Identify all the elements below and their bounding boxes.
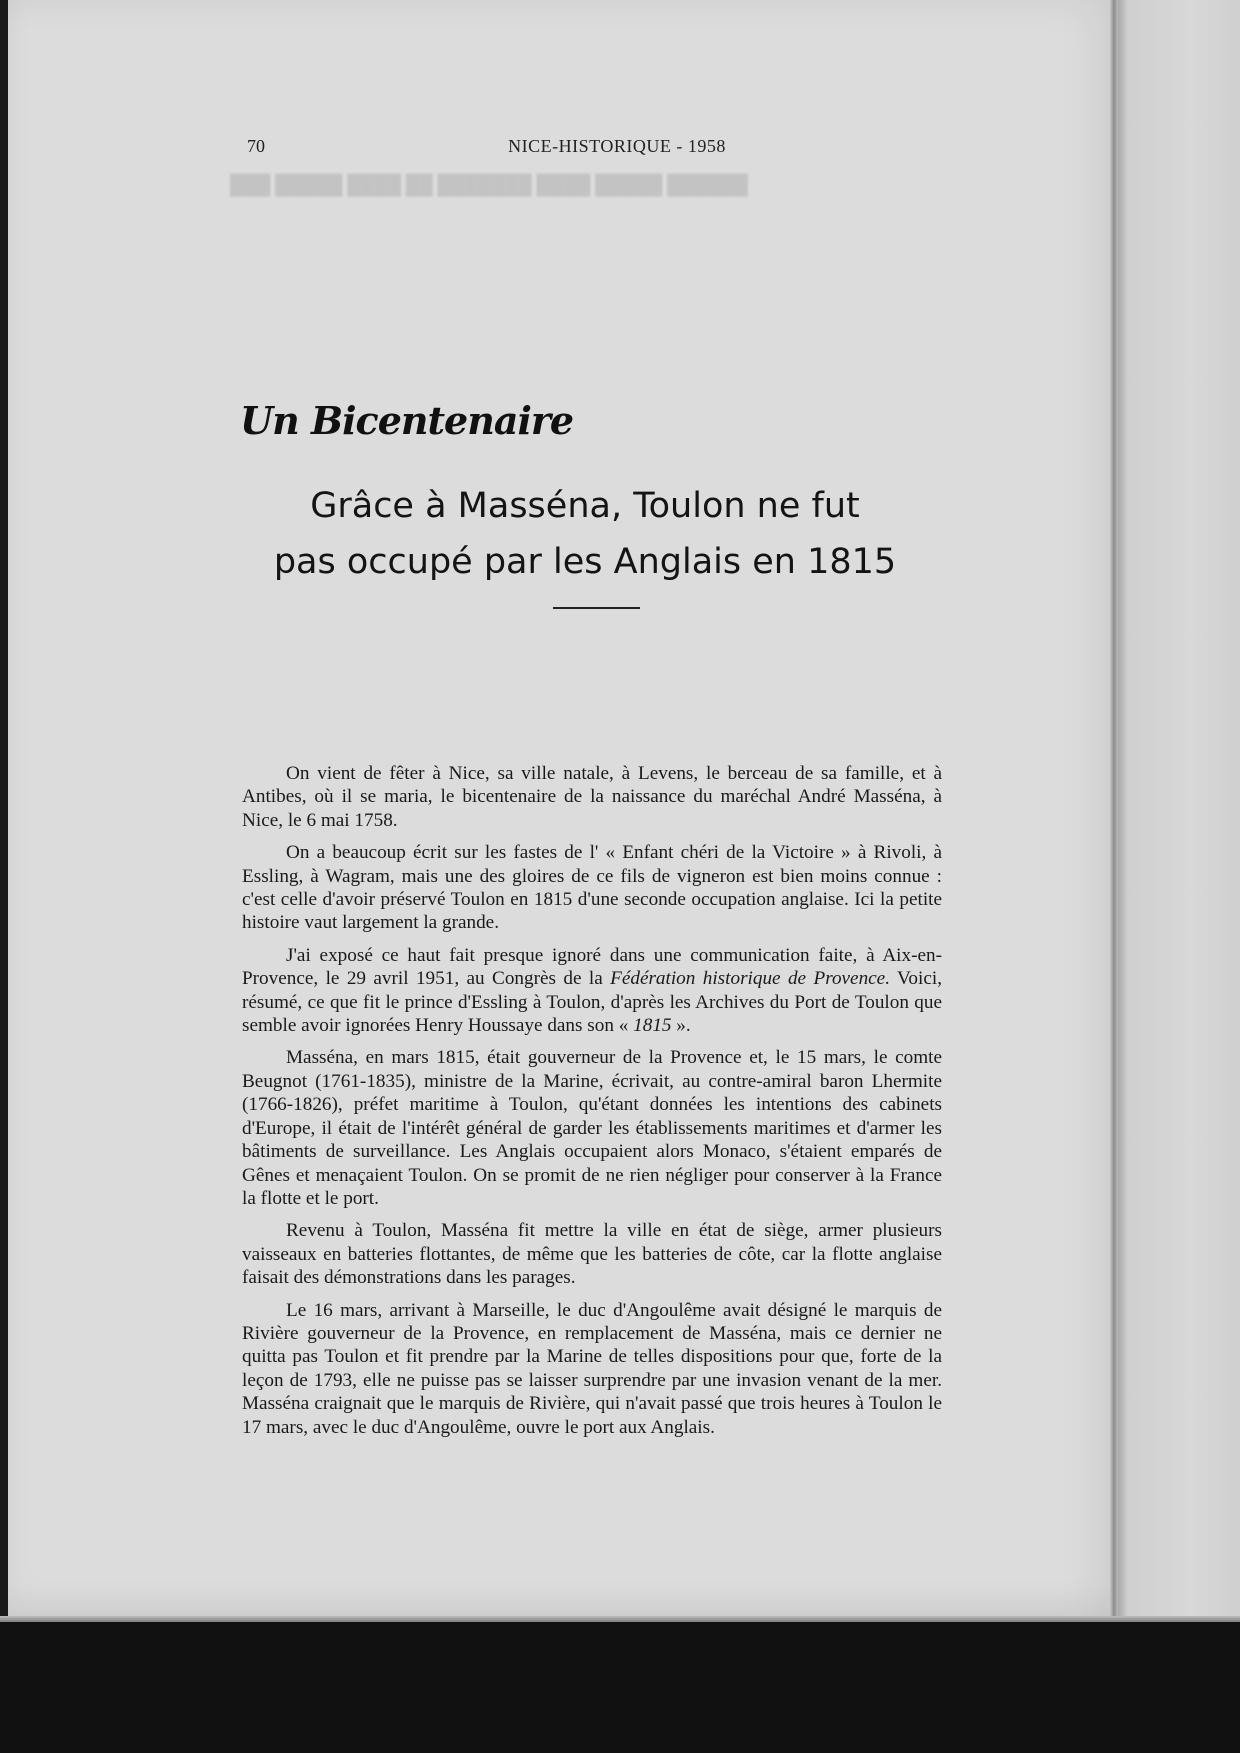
paragraph-6: Le 16 mars, arrivant à Marseille, le duc d'Angoulême avait désigné le marquis de Rivière gouverneur de la Provence, en remplacement de Masséna, mais ce dernier ne quitta pas Toulon et fit prendre par la Marine de telles dispositions pour que, forte de la leçon de 1793, elle ne puisse pas se laisser surprendre par une invasion venant de la mer. Masséna craignait que le marquis de Rivière, qui n'avait passé que trois heures à Toulon le 17 mars, avec le duc d'Angoulême, ouvre le port aux Anglais.: [242, 1299, 942, 1438]
paragraph-3-text-b: Voici, résumé, ce que fit le prince d'Essling à Toulon, d'après les Archives du Port de Toulon que semble avoir ignorées Henry Houssaye dans son «: [242, 968, 942, 1037]
page-number: 70: [247, 136, 265, 156]
paragraph-3: [242, 944, 942, 1038]
section-kicker: Un Bicentenaire: [240, 398, 574, 443]
running-header: [247, 136, 947, 160]
title-line-2: pas occupé par les Anglais en 1815: [273, 542, 897, 582]
paragraph-5: Revenu à Toulon, Masséna fit mettre la ville en état de siège, armer plusieurs vaisseaux en batteries flottantes, de même que les batteries de côte, car la flotte anglaise faisait des démonstrations dans les parages.: [242, 1220, 942, 1289]
paragraph-4: Masséna, en mars 1815, était gouverneur de la Provence et, le 15 mars, le comte Beugnot (1761-1835), ministre de la Marine, écrivait, au contre-amiral baron Lhermite (1766-1826), préfet maritime à Toulon, qu'étant données les intentions des cabinets d'Europe, il était de l'intérêt général de garder les établissements maritimes et d'armer les bâtiments de surveillance. Les Anglais occupaient alors Monaco, s'étaient emparés de Gênes et menaçaient Toulon. On se promit de ne rien négliger pour conserver à la France la flotte et le port.: [242, 1047, 942, 1209]
paragraph-3-text-c: ».: [671, 1015, 691, 1037]
article-body: [242, 762, 942, 1448]
title-line-1: Grâce à Masséna, Toulon ne fut: [310, 486, 860, 526]
scan-background: [0, 1622, 1240, 1753]
paragraph-3-italic-title: Fédération historique de Provence.: [610, 968, 890, 990]
title-divider: [553, 607, 640, 609]
next-page-edge: [1118, 0, 1240, 1625]
bleed-through-texture: ███ █████ ████ ██ ███████ ████ █████ ██████: [230, 175, 748, 196]
running-head-title: NICE-HISTORIQUE - 1958: [508, 136, 726, 156]
paragraph-1: On vient de fêter à Nice, sa ville natale, à Levens, le berceau de sa famille, et à Antibes, où il se maria, le bicentenaire de la naissance du maréchal André Masséna, à Nice, le 6 mai 1758.: [242, 763, 942, 831]
article-title: [250, 478, 920, 590]
paragraph-3-text-a: J'ai exposé ce haut fait presque ignoré dans une communication faite, à Aix-en-Provence, le 29 avril 1951, au Congrès de la: [242, 944, 942, 990]
paragraph-3-italic-book: 1815: [633, 1015, 672, 1037]
page-gutter: [1110, 0, 1118, 1625]
paragraph-2: On a beaucoup écrit sur les fastes de l' « Enfant chéri de la Victoire » à Rivoli, à Essling, à Wagram, mais une des gloires de ce fils de vigneron est bien moins connue : c'est celle d'avoir préservé Toulon en 1815 d'une seconde occupation anglaise. Ici la petite histoire vaut largement la grande.: [242, 842, 942, 934]
